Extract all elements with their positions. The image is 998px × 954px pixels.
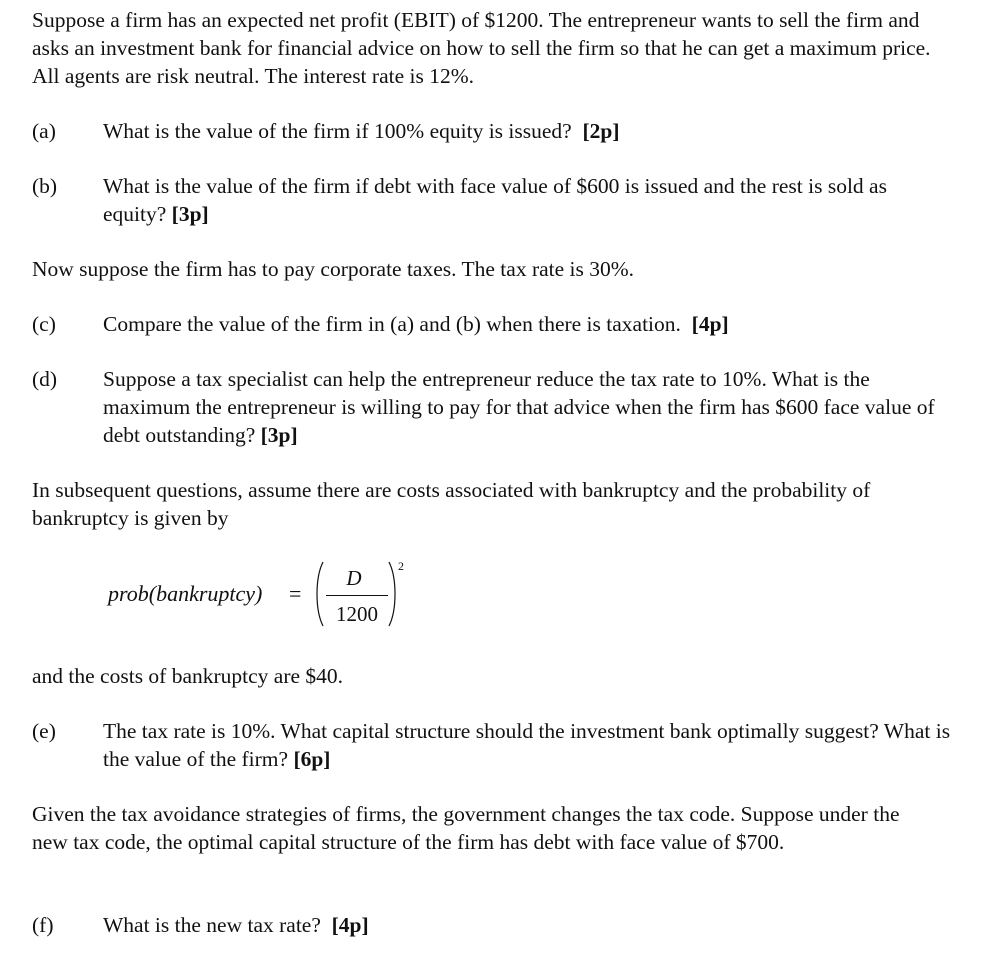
bankruptcy-intro-paragraph: In subsequent questions, assume there are costs associated with bankruptcy and the probability of bankruptcy is given by: [32, 478, 871, 530]
question-e-points: [6p]: [293, 747, 331, 771]
question-c-label: (c): [32, 312, 56, 336]
question-a-points: [2p]: [582, 119, 620, 143]
formula-denominator: 1200: [336, 602, 378, 626]
question-c-points: [4p]: [691, 312, 729, 336]
tax-code-paragraph: Given the tax avoidance strategies of firms, the government changes the tax code. Suppose under the new tax code, the optimal capital structure of the firm has debt with face value of $700.: [32, 802, 900, 854]
question-f-text: What is the new tax rate? [4p]: [103, 913, 369, 937]
question-e-text: The tax rate is 10%. What capital structure should the investment bank optimally suggest? What is the value of the firm? [6p]: [103, 719, 951, 771]
question-a-text: What is the value of the firm if 100% equity is issued? [2p]: [103, 119, 620, 143]
question-b-text: What is the value of the firm if debt with face value of $600 is issued and the rest is sold as equity? [3p]: [103, 174, 887, 226]
question-c-text: Compare the value of the firm in (a) and (b) when there is taxation. [4p]: [103, 312, 729, 336]
right-paren-icon: [388, 560, 398, 628]
question-f-points: [4p]: [331, 913, 369, 937]
bankruptcy-probability-formula: [108, 558, 418, 634]
question-b-points: [3p]: [171, 202, 209, 226]
tax-intro-paragraph: Now suppose the firm has to pay corporate taxes. The tax rate is 30%.: [32, 257, 635, 281]
formula-lhs: prob(bankruptcy): [108, 581, 263, 606]
question-d-label: (d): [32, 367, 58, 391]
question-b-label: (b): [32, 174, 58, 198]
formula-equals: =: [289, 581, 302, 606]
bankruptcy-costs-paragraph: and the costs of bankruptcy are $40.: [32, 664, 344, 688]
formula-exponent: 2: [398, 559, 404, 573]
question-a-label: (a): [32, 119, 56, 143]
question-e-label: (e): [32, 719, 56, 743]
fraction-bar: [326, 595, 388, 596]
question-f-label: (f): [32, 913, 54, 937]
question-d-points: [3p]: [260, 423, 298, 447]
left-paren-icon: [314, 560, 324, 628]
intro-paragraph: Suppose a firm has an expected net profit (EBIT) of $1200. The entrepreneur wants to sell the firm and asks an investment bank for financial advice on how to sell the firm so that he can get a maximum price. All agents are risk neutral. The interest rate is 12%.: [32, 8, 931, 88]
question-d-text: Suppose a tax specialist can help the entrepreneur reduce the tax rate to 10%. What is the maximum the entrepreneur is willing to pay for that advice when the firm has $600 face value of debt outstanding? [3p]: [103, 367, 935, 447]
formula-numerator: D: [346, 566, 362, 590]
